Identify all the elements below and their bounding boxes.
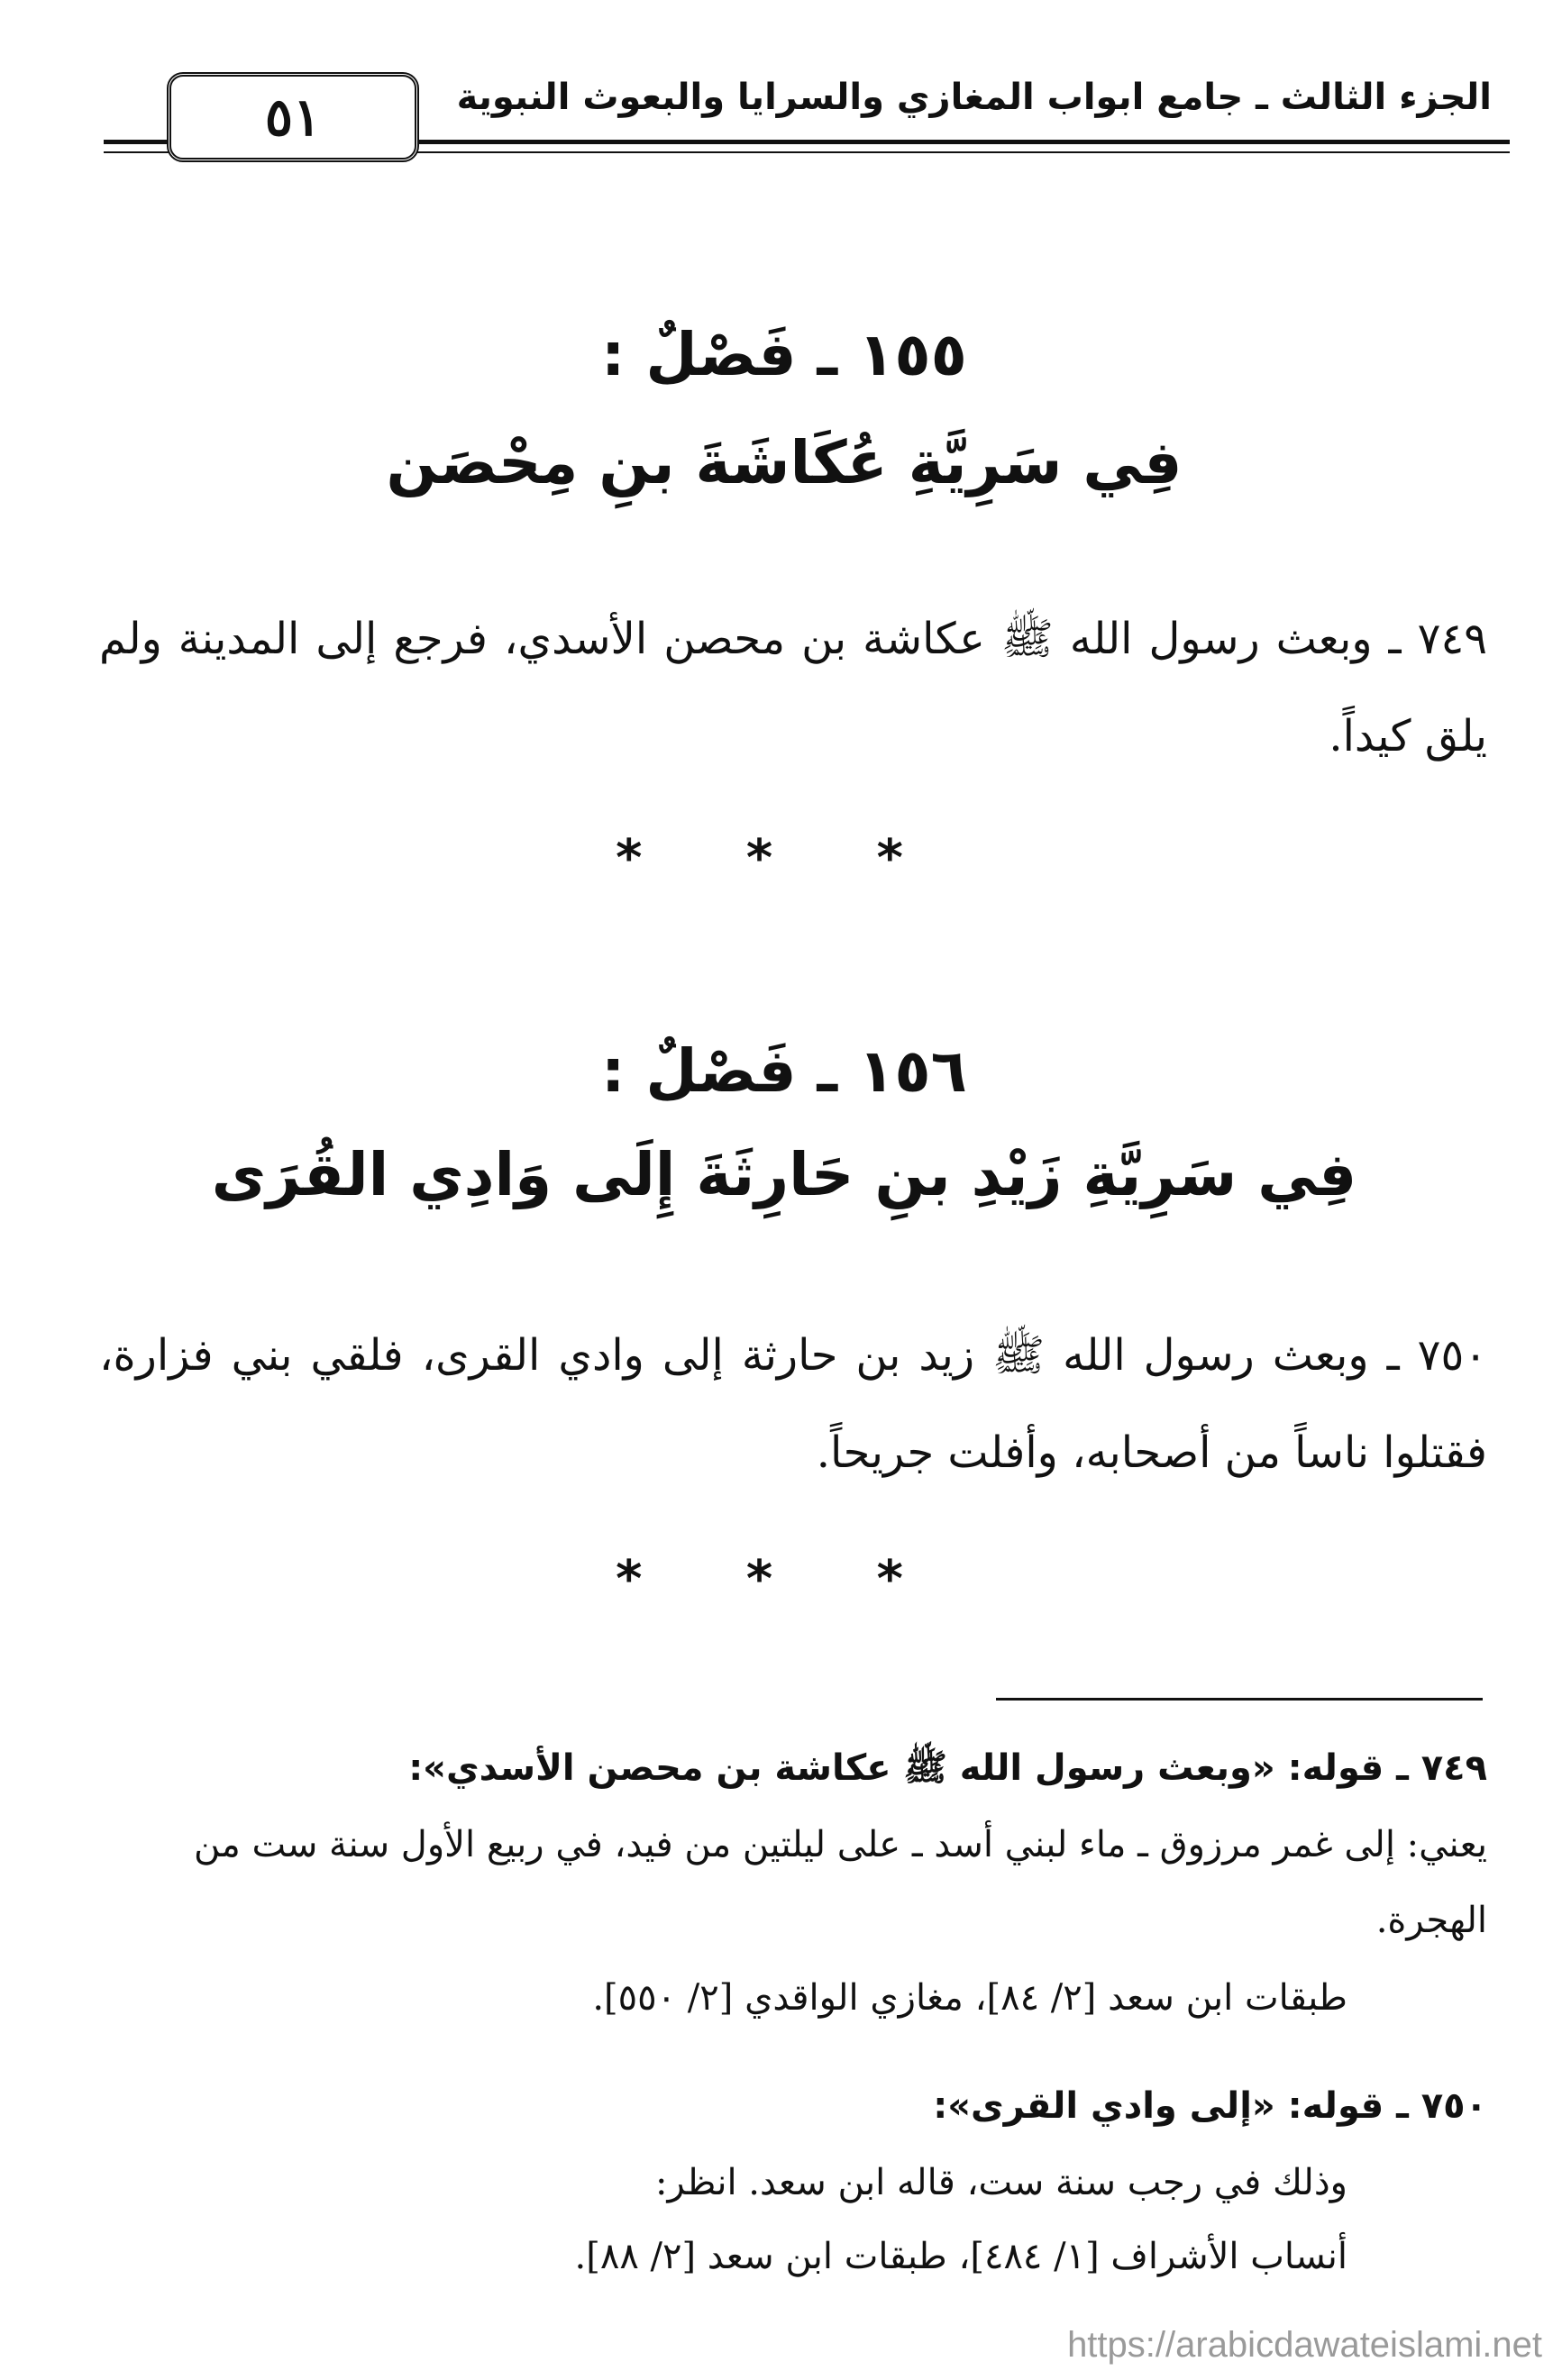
page-number: ٥١ <box>167 72 419 162</box>
footnote-source: طبقات ابن سعد [٢/ ٨٤]، مغازي الواقدي [٢/ ٥٥٠]. <box>592 1977 1347 2019</box>
section-separator: * * * <box>616 829 946 888</box>
section-heading-title: فِي سَرِيَّةِ عُكَاشَةَ بنِ مِحْصَن <box>386 428 1183 497</box>
section-body: ٧٥٠ ـ وبعث رسول الله ﷺ زيد بن حارثة إلى وادي القرى، فلقي بني فزارة، فقتلوا ناساً من أصحابه، وأفلت جريحاً. <box>99 1330 1487 1478</box>
section-heading-number: ١٥٦ ـ فَصْلٌ : <box>601 1036 967 1106</box>
watermark-url: https://arabicdawateislami.net <box>1067 2325 1542 2365</box>
footnote-divider <box>996 1698 1483 1701</box>
footnote-lead-text: ٧٤٩ ـ قوله: «وبعث رسول الله ﷺ عكاشة بن محصن الأسدي»: <box>408 1747 1487 1789</box>
running-title: الجزء الثالث ـ جامع ابواب المغازي والسرايا والبعوث النبوية <box>456 77 1492 118</box>
footnote-lead-text: ٧٥٠ ـ قوله: «إلى وادي القرى»: <box>933 2085 1487 2127</box>
section-body: ٧٤٩ ـ وبعث رسول الله ﷺ عكاشة بن محصن الأسدي، فرجع إلى المدينة ولم يلق كيداً. <box>99 614 1487 761</box>
section-heading-number: ١٥٥ ـ فَصْلٌ : <box>601 320 967 389</box>
footnote-lead <box>99 2068 1487 2144</box>
footnote-text: يعني: إلى غمر مرزوق ـ ماء لبني أسد ـ على ليلتين من فيد، في ربيع الأول سنة ست من الهجرة. <box>193 1824 1487 1941</box>
section-separator: * * * <box>616 1550 946 1609</box>
footnote-lead <box>99 1730 1487 1806</box>
footnote-text: وذلك في رجب سنة ست، قاله ابن سعد. انظر: <box>654 2162 1347 2203</box>
footnote-source: أنساب الأشراف [١/ ٤٨٤]، طبقات ابن سعد [٢/ ٨٨]. <box>574 2236 1347 2277</box>
page-header <box>104 68 1510 176</box>
section-heading-title: فِي سَرِيَّةِ زَيْدِ بنِ حَارِثَةَ إِلَى وَادِي القُرَى <box>211 1140 1357 1209</box>
